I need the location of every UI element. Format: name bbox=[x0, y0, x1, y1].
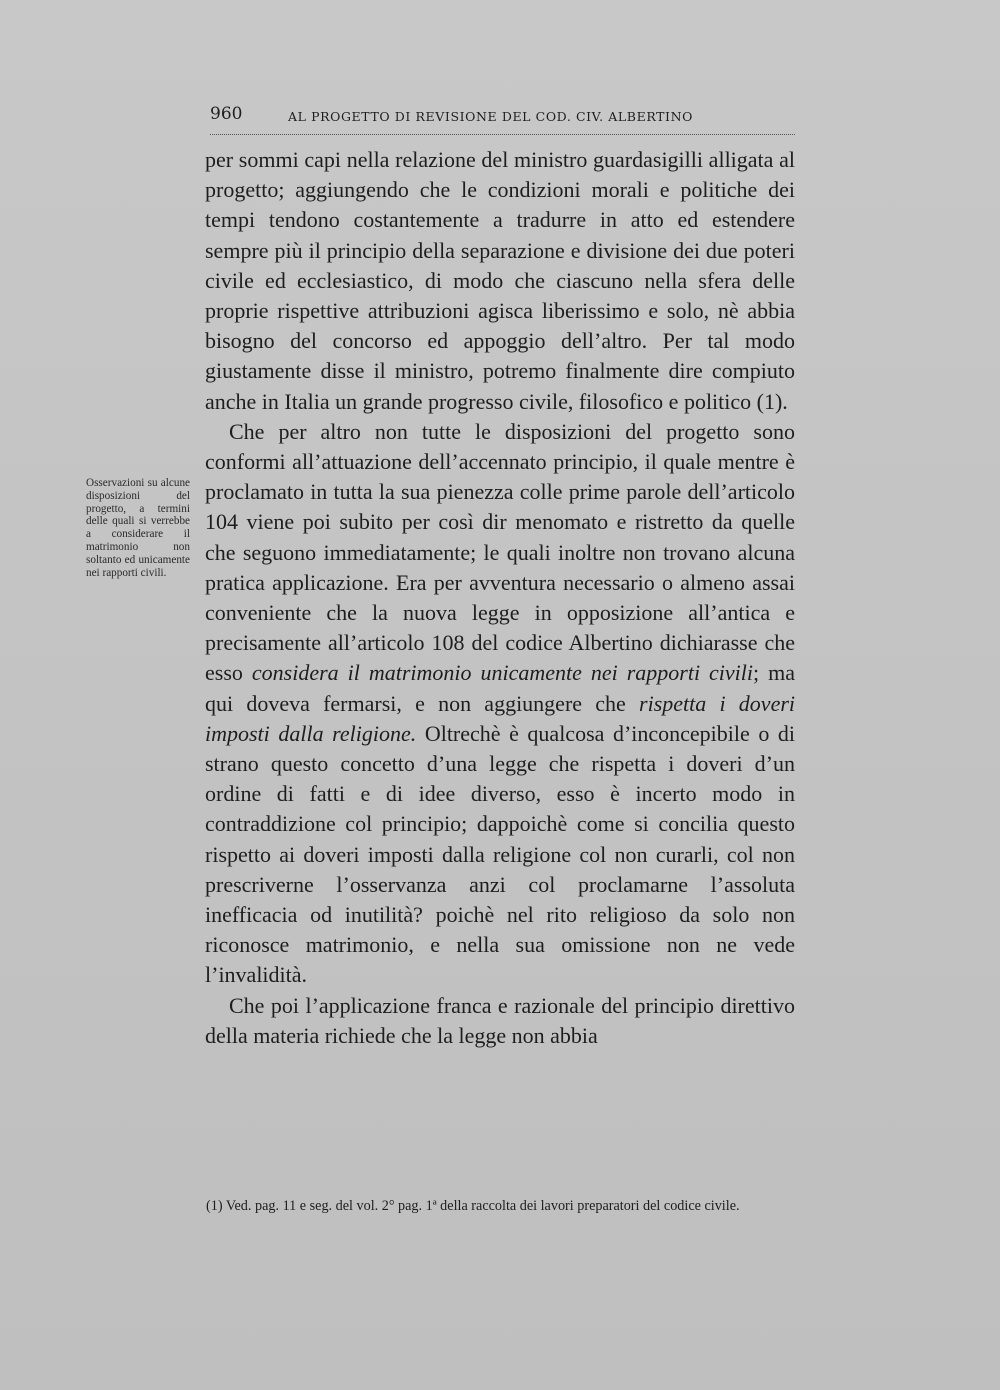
italic-quote-2: rispetta i doveri imposti dalla religione. bbox=[205, 690, 796, 746]
footnote: (1) Ved. pag. 11 e seg. del vol. 2° pag. 1ª della raccolta dei lavori preparatori del codice civile. bbox=[206, 1198, 740, 1214]
italic-quote-1: considera il matrimonio unicamente nei rapporti civili bbox=[251, 660, 754, 686]
paragraph-3: Che poi l’applicazione franca e razionale del principio direttivo della materia richiede che la legge non abbia bbox=[205, 992, 795, 1048]
page-number: 960 bbox=[210, 104, 243, 124]
running-title: AL PROGETTO DI REVISIONE DEL COD. CIV. ALBERTINO bbox=[288, 109, 693, 124]
header-rule bbox=[210, 134, 795, 135]
paragraph-2 bbox=[205, 417, 795, 991]
running-head bbox=[210, 104, 800, 132]
main-text bbox=[205, 145, 795, 1051]
paragraph-2-part-a: Che per altro non tutte le disposizioni del progetto sono conformi all’attuazione dell’accennato principio, il quale mentre è proclamato in tutta la sua pienezza colle prime parole dell’articolo 104 viene poi subito per così dir menomato e ristretto da quelle che seguono immediatamente; le quali inoltre non trovano alcuna pratica applicazione. Era per avventura necessario o almeno assai conveniente che la nuova legge in opposizione all’antica e precisamente all’articolo 108 del codice Albertino dichiarasse che esso bbox=[205, 418, 795, 686]
paragraph-1: per sommi capi nella relazione del ministro guardasigilli alligata al progetto; aggiungendo che le condizioni morali e politiche dei tempi tendono costantemente a tradurre in atto ed estendere sempre più il principio della separazione e divisione dei due poteri civile ed ecclesiastico, di modo che ciascuno nella sfera delle proprie rispettive attribuzioni agisca liberissimo e solo, nè abbia bisogno del concorso ed appoggio dell’altro. Per tal modo giustamente disse il ministro, potremo finalmente dire compiuto anche in Italia un grande progresso civile, filosofico e politico (1). bbox=[205, 147, 795, 414]
paragraph-2-part-c: Oltrechè è qualcosa d’inconcepibile o di strano questo concetto d’una legge che rispetta i doveri d’un ordine di fatti e di idee diverso, esso è incerto modo in contraddizione col principio; dappoichè come si concilia questo rispetto ai doveri imposti dalla religione col non curarli, col non prescriverne l’osservanza anzi col proclamarne l’assoluta inefficacia od inutilità? poichè nel rito religioso da solo non riconosce matrimonio, e nella sua omissione non ne vede l’invalidità. bbox=[205, 720, 796, 988]
margin-note: Osservazioni su alcune disposizioni del progetto, a termini delle quali si verrebbe a considerare il matrimonio non soltanto ed unicamente nei rapporti civili. bbox=[86, 477, 190, 579]
paragraph-2-part-b: ; ma qui doveva fermarsi, e non aggiungere che bbox=[205, 660, 795, 716]
